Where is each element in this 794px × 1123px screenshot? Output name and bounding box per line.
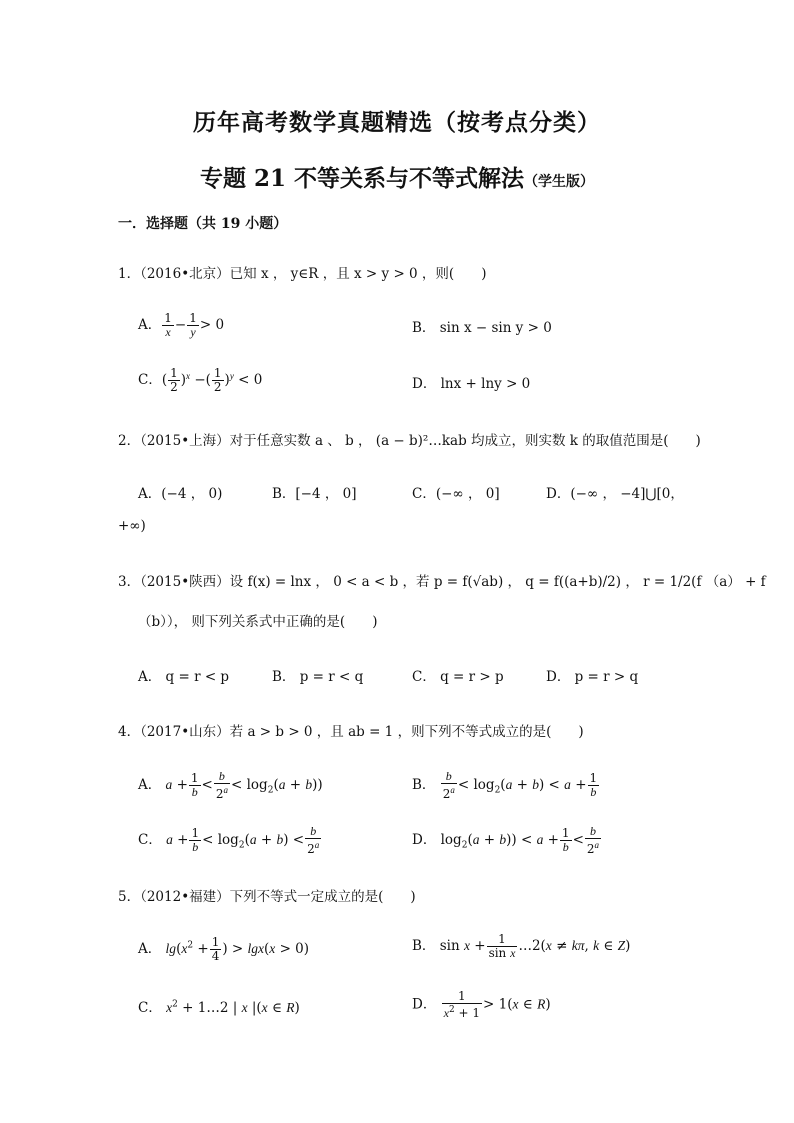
q3-option-d: D． p = r > q	[546, 669, 639, 685]
subtitle-main: 专题 21 不等关系与不等式解法	[199, 165, 525, 192]
document-title: 历年高考数学真题精选（按考点分类）	[193, 109, 601, 136]
q1-option-a: A． $\frac{1}{x}$ − $\frac{1}{y}$ > 0	[138, 311, 225, 339]
question-4-stem: 4．（2017•山东）若 a > b > 0 ，且 ab = 1 ，则下列不等式成立的是( )	[118, 724, 584, 740]
q1-option-b: B． sin x − sin y > 0	[412, 320, 552, 336]
q3-option-a: A． q = r < p	[138, 669, 230, 685]
q2-option-a: A．(−4 ， 0)	[138, 486, 223, 502]
q5-option-a: A． $\lg(x^2$ + $\frac{1}{4}$ ) > lgx(x > 0)	[138, 935, 310, 963]
section-heading: 一．选择题（共 19 小题）	[118, 216, 288, 232]
q5-option-c: C． $x^2$ + 1…2 | x |(x ∈ R)	[138, 999, 300, 1016]
document-subtitle	[0, 160, 794, 193]
q1-option-c: C．( $\frac{1}{2}$ )$^x$ −( $\frac{1}{2}$ )$^y$ < 0	[138, 366, 263, 394]
q4-option-c: C． a + $\frac{1}{b}$ < $\log_2(a + b)$ < $\frac{b}{2^a}$	[138, 824, 320, 856]
q4-option-a: A． a + $\frac{1}{b}$ < $\frac{b}{2^a}$ < $\log_2(a + b)$)	[138, 769, 323, 801]
question-2-stem: 2．（2015•上海）对于任意实数 a 、 b ， (a − b)²…kab 均成立，则实数 k 的取值范围是( )	[118, 433, 701, 449]
q3-option-c: C． q = r > p	[412, 669, 504, 685]
question-5-stem: 5．（2012•福建）下列不等式一定成立的是( )	[118, 889, 416, 905]
question-3-stem: 3．（2015•陕西）设 f(x) = lnx ， 0 < a < b ，若 p = f(√ab) ， q = f((a+b)/2) ， r = 1/2(f （a） + f	[118, 574, 766, 590]
q4-option-b: B． $\frac{b}{2^a}$ < $\log_2(a + b) < a$ + $\frac{1}{b}$	[412, 769, 598, 801]
q2-option-c: C．(−∞ ， 0]	[412, 486, 500, 502]
question-1-stem: 1．（2016•北京）已知 x ， y∈R ，且 x > y > 0 ，则( )	[118, 266, 487, 282]
q2-option-d-continuation: +∞)	[118, 518, 146, 534]
q1-option-d: D． lnx + lny > 0	[412, 376, 531, 392]
q3-option-b: B． p = r < q	[272, 669, 364, 685]
q2-option-d: D．(−∞ ， −4]⋃[0，	[546, 486, 684, 502]
q5-option-d: D． $\frac{1}{x^2 + 1}$ > 1(x ∈ R)	[412, 989, 551, 1020]
q4-option-d: D． $\log_2(a + b)) < a$ + $\frac{1}{b}$ < $\frac{b}{2^a}$	[412, 824, 600, 856]
q5-option-b: B． sin x + $\frac{1}{\text{sin x}}$ …2(x ≠ kπ, k ∈ Z)	[412, 932, 631, 960]
question-3-stem-continuation: （b））， 则下列关系式中正确的是( )	[138, 614, 378, 630]
q2-option-b: B．[−4 ， 0]	[272, 486, 357, 502]
subtitle-edition: （学生版）	[524, 174, 595, 190]
